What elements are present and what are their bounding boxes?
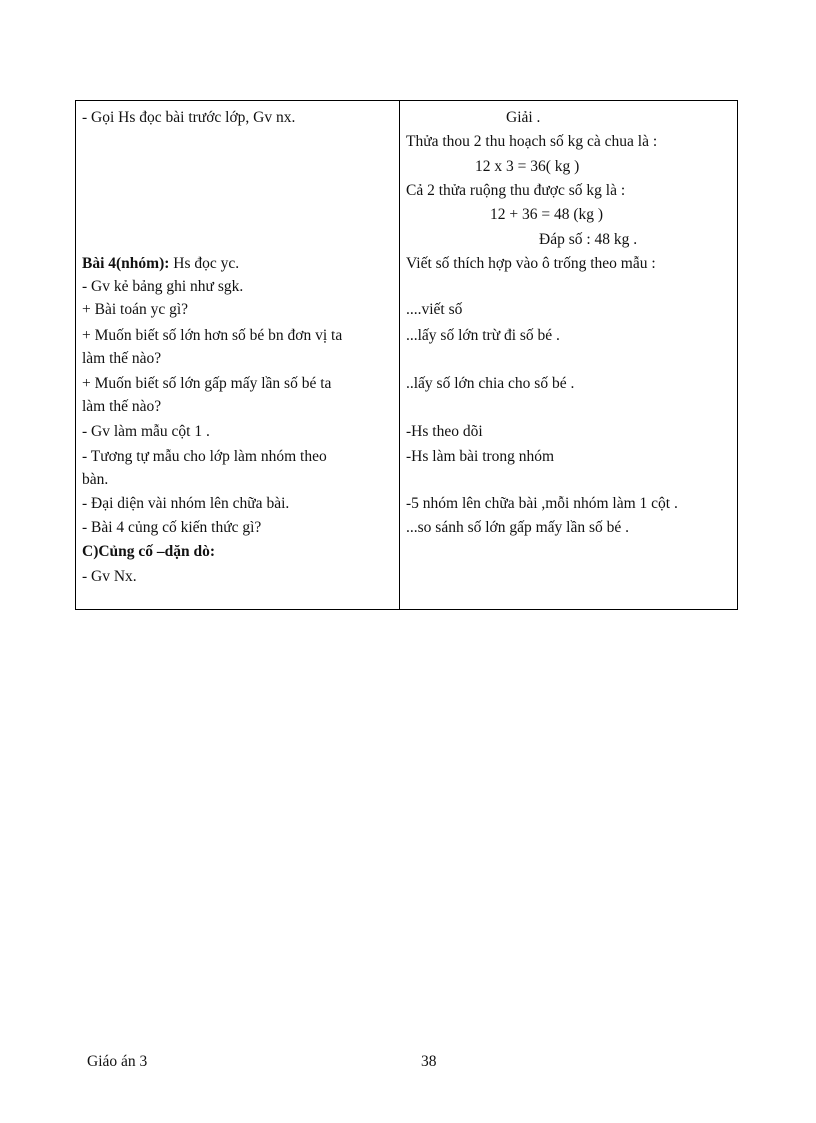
right-line: ...so sánh số lớn gấp mấy lần số bé . bbox=[406, 519, 630, 536]
right-line: -5 nhóm lên chữa bài ,mỗi nhóm làm 1 cột . bbox=[406, 495, 678, 512]
right-line: 12 + 36 = 48 (kg ) bbox=[490, 206, 604, 223]
left-line: làm thế nào? bbox=[82, 350, 162, 367]
left-line: + Bài toán yc gì? bbox=[82, 301, 189, 318]
solution-heading: Giải . bbox=[506, 109, 541, 126]
left-line: - Bài 4 củng cố kiến thức gì? bbox=[82, 519, 262, 536]
right-line: -Hs làm bài trong nhóm bbox=[406, 448, 555, 465]
column-divider bbox=[399, 101, 400, 609]
left-line: + Muốn biết số lớn hơn số bé bn đơn vị ta bbox=[82, 327, 343, 344]
left-line: + Muốn biết số lớn gấp mấy lần số bé ta bbox=[82, 375, 332, 392]
left-line: bàn. bbox=[82, 471, 109, 488]
left-line: - Đại diện vài nhóm lên chữa bài. bbox=[82, 495, 290, 512]
right-line: 12 x 3 = 36( kg ) bbox=[475, 158, 580, 175]
left-line: làm thế nào? bbox=[82, 398, 162, 415]
left-line: - Tương tự mẫu cho lớp làm nhóm theo bbox=[82, 448, 327, 465]
left-line: - Gọi Hs đọc bài trước lớp, Gv nx. bbox=[82, 109, 296, 126]
left-line: - Gv làm mẫu cột 1 . bbox=[82, 423, 210, 440]
bai4-heading: Bài 4(nhóm): bbox=[82, 255, 170, 272]
bai4-line bbox=[82, 254, 239, 274]
footer-document-title: Giáo án 3 bbox=[87, 1053, 148, 1070]
lesson-table bbox=[75, 100, 738, 610]
right-line: -Hs theo dõi bbox=[406, 423, 483, 440]
right-line: ...lấy số lớn trừ đi số bé . bbox=[406, 327, 560, 344]
page-number: 38 bbox=[421, 1053, 437, 1070]
right-line: ..lấy số lớn chia cho số bé . bbox=[406, 375, 575, 392]
right-line: Thửa thou 2 thu hoạch số kg cà chua là : bbox=[406, 133, 658, 150]
right-line: ....viết số bbox=[406, 301, 463, 318]
left-line: - Gv kẻ bảng ghi như sgk. bbox=[82, 278, 244, 295]
section-heading: C)Củng cố –dặn dò: bbox=[82, 543, 216, 560]
answer-line: Đáp số : 48 kg . bbox=[539, 231, 638, 248]
right-line: Viết số thích hợp vào ô trống theo mẫu : bbox=[406, 255, 656, 272]
right-line: Cả 2 thửa ruộng thu được số kg là : bbox=[406, 182, 626, 199]
bai4-instruction: Hs đọc yc. bbox=[173, 255, 240, 272]
left-line: - Gv Nx. bbox=[82, 568, 137, 585]
